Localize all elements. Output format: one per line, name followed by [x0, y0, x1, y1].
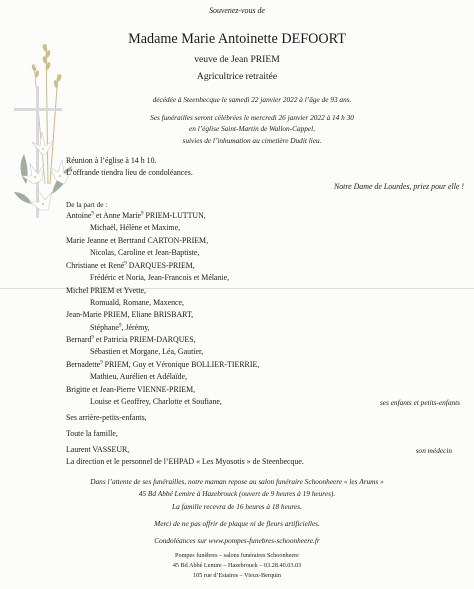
- family-line: Bernadette$^9$ PRIEM, Guy et Véronique BOLLIER-TIERRIE,: [66, 360, 260, 369]
- doctor-role: son médecin: [415, 446, 452, 455]
- occupation: Agricultrice retraitée: [196, 71, 278, 82]
- ehpad-staff: La direction et le personnel de l’EHPAD « Les Myosotis » de Steenbecque.: [66, 457, 304, 466]
- family-line: Christiane et René$^9$ DARQUES-PRIEM,: [66, 261, 195, 270]
- visiting-hours: La famille recevra de 16 heures à 18 heures.: [172, 502, 302, 511]
- marker: 9: [141, 211, 144, 217]
- intro-text: Souvenez-vous de: [209, 6, 265, 15]
- family-line: Romuald, Romane, Maxence,: [90, 298, 185, 307]
- family-line: Mathieu, Aurélien et Adélaïde,: [90, 372, 188, 381]
- marker: 9: [124, 261, 127, 267]
- no-flowers-note: Merci de ne pas offrir de plaque ni de fleurs artificielles.: [154, 519, 320, 528]
- deceased-name: Madame Marie Antoinette DEFOORT: [128, 31, 346, 47]
- funeral-date: Ses funérailles seront célébrées le mercredi 26 janvier 2022 à 14 h 30: [150, 113, 354, 122]
- family-line: Louise et Geoffrey, Charlotte et Soufiane,: [90, 397, 222, 406]
- marker: 9: [91, 211, 94, 217]
- family-line: Frédéric et Noria, Jean-Francois et Mélanie,: [90, 273, 230, 282]
- family-line: Bernard$^9$ et Patricia PRIEM-DARQUES,: [66, 335, 196, 344]
- whole-family: Toute la famille,: [66, 429, 118, 438]
- funeral-home-info: Dans l’attente de ses funérailles, notre maman repose au salon funéraire Schoonheere « les Arums »: [90, 477, 384, 486]
- family-line: Sébastien et Morgane, Léa, Gautier,: [90, 347, 204, 356]
- footer-line: Pompes funèbres – salons funéraires Schoonheere: [175, 552, 299, 559]
- family-line: Michel PRIEM et Yvette,: [66, 286, 146, 295]
- doctor-name: Laurent VASSEUR,: [66, 445, 130, 454]
- condolences-link[interactable]: Condoléances sur www.pompes-funebres-schoonheere.fr: [154, 536, 320, 545]
- marker: 9: [91, 335, 94, 341]
- prayer: Notre Dame de Lourdes, priez pour elle !: [333, 182, 464, 191]
- widow-of: veuve de Jean PRIEM: [194, 54, 280, 65]
- family-line: Antoine$^9$ et Anne Marie$^9$ PRIEM-LUTTUN,: [66, 211, 206, 220]
- great-grandchildren: Ses arrière-petits-enfants,: [66, 413, 147, 422]
- family-line: Jean-Marie PRIEM, Eliane BRISBART,: [66, 310, 194, 319]
- footer-line: 45 Bd Abbé Lemire – Hazebrouck – 03.28.40.03.03: [172, 562, 302, 569]
- death-announcement: décédée à Steenbecque le samedi 22 janvier 2022 à l’âge de 93 ans.: [152, 95, 352, 104]
- marker: 9: [100, 360, 103, 366]
- church-meeting: Réunion à l’église à 14 h 10.: [66, 156, 157, 165]
- family-line: Marie Jeanne et Bertrand CARTON-PRIEM,: [66, 236, 209, 245]
- family-line: Nicolas, Caroline et Jean-Baptiste,: [90, 248, 200, 257]
- family-line: Stéphane$^9$, Jérémy,: [90, 323, 150, 332]
- offering-note: L’offrande tiendra lieu de condoléances.: [66, 168, 193, 177]
- marker: 9: [118, 323, 122, 329]
- funeral-home-address: 45 Bd Abbé Lemire à Hazebrouck (ouvert de 9 heures à 19 heures).: [138, 489, 336, 498]
- family-intro: De la part de :: [66, 200, 108, 209]
- funeral-church: en l’église Saint-Martin de Wallon-Cappel,: [189, 124, 315, 133]
- family-line: Michaël, Hélène et Maxime,: [90, 223, 181, 232]
- grandchildren-note: ses enfants et petits-enfants: [379, 398, 460, 407]
- burial-info: suivies de l’inhumation au cimetière Dudit lieu.: [182, 136, 322, 145]
- footer-line: 105 rue d’Estaires – Vieux-Berquin: [193, 572, 281, 579]
- family-line: Brigitte et Jean-Pierre VIENNE-PRIEM,: [66, 385, 196, 394]
